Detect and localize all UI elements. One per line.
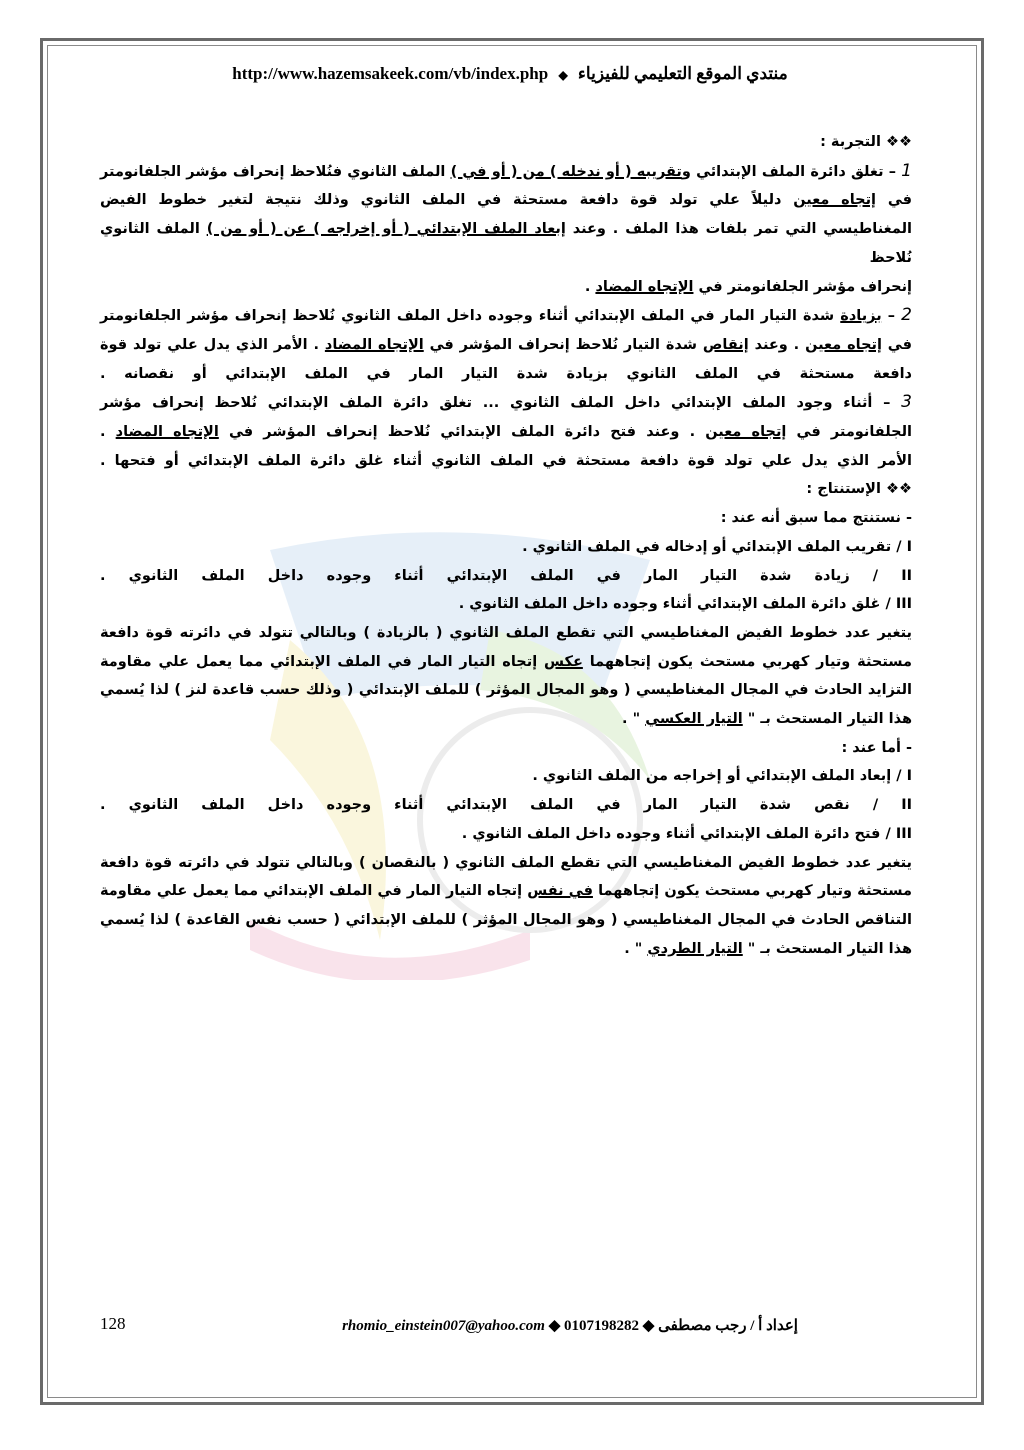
underlined-text: التيار العكسي: [645, 711, 743, 728]
text-line: [100, 619, 912, 648]
text-line: [100, 734, 912, 763]
text-segment: في: [876, 192, 912, 209]
text-segment: شدة التيار نُلاحظ إنحراف المؤشر في: [423, 336, 703, 353]
text-segment: " .: [624, 940, 648, 957]
text-segment: II / زيادة شدة التيار المار في الملف الإبتدائي أثناء وجوده داخل الملف الثانوي .: [100, 567, 912, 584]
text-segment: شدة التيار المار في الملف الإبتدائي أثناء وجوده داخل الملف الثانوي نُلاحظ إنحراف مؤشر الجلفانومتر: [100, 308, 841, 325]
text-segment: I / تقريب الملف الإبتدائي أو إدخاله في الملف الثانوي .: [522, 538, 912, 555]
text-line: [100, 331, 912, 360]
text-line: [100, 935, 912, 964]
text-line: [100, 388, 912, 418]
footer-phone: 0107198282: [564, 1318, 640, 1334]
diamond-icon: ◆: [558, 68, 568, 82]
text-segment: الجلفانومتر في: [786, 424, 912, 441]
text-segment: –: [881, 308, 902, 325]
footer-email[interactable]: rhomio_einstein007@yahoo.com: [342, 1318, 545, 1334]
text-line: [100, 562, 912, 591]
item-number: 1: [901, 160, 912, 181]
underlined-text: الإتجاه المضاد: [324, 336, 424, 353]
text-line: [100, 676, 912, 705]
underlined-text: إتجاه معين: [705, 424, 787, 441]
diamond-icon: ◆: [548, 1318, 561, 1334]
text-segment: الملف الثانوي فنُلاحظ إنحراف مؤشر الجلفانومتر: [100, 163, 451, 180]
underlined-text: إنقاص: [702, 336, 749, 353]
text-line: [100, 648, 912, 677]
item-number: 3: [901, 392, 912, 413]
page-header: [60, 64, 960, 84]
document-body: [100, 128, 912, 963]
text-line: [100, 849, 912, 878]
text-line: [100, 360, 912, 389]
text-line: [100, 590, 912, 619]
text-segment: III / فتح دائرة الملف الإبتدائي أثناء وجوده داخل الملف الثانوي .: [461, 825, 912, 842]
text-segment: – أثناء وجود الملف الإبتدائي داخل الملف الثانوي ... تغلق دائرة الملف الإبتدائي نُلاحظ إنحراف مؤشر: [100, 395, 902, 412]
text-segment: في: [881, 336, 912, 353]
text-segment: - نستنتج مما سبق أنه عند :: [720, 510, 912, 527]
text-segment: مستحثة وتيار كهربي مستحث يكون إتجاههما: [592, 883, 912, 900]
text-line: [100, 301, 912, 331]
text-line: [100, 906, 912, 935]
text-segment: المغناطيسي التي تمر بلفات هذا الملف . وعند: [565, 221, 912, 238]
text-segment: الملف الثانوي نُلاحظ: [100, 221, 912, 266]
item-number: 2: [901, 305, 912, 326]
text-segment: . وعند فتح دائرة الملف الإبتدائي نُلاحظ إنحراف المؤشر في: [218, 424, 706, 441]
underlined-text: تقريبه ( أو ندخله ) من ( أو في ): [450, 163, 682, 180]
text-segment: دليلاً علي تولد قوة دافعة مستحثة في الملف الثانوي وذلك نتيجة لتغير خطوط الفيض: [100, 192, 794, 209]
page-footer: [60, 1314, 960, 1344]
footer-credits: [260, 1316, 880, 1335]
text-segment: دافعة مستحثة في الملف الثانوي بزيادة شدة التيار المار في الملف الإبتدائي أو نقصانه .: [100, 365, 912, 382]
text-segment: التزايد الحادث في المجال المغناطيسي ( وهو المجال المؤثر ) للملف الإبتدائي ( وذلك حسب قاعدة لنز ) لذا يُسمي: [100, 682, 912, 699]
text-line: [100, 791, 912, 820]
text-segment: ❖❖ التجربة :: [820, 134, 912, 150]
text-segment: . وعند: [748, 336, 806, 353]
text-line: [100, 418, 912, 447]
text-segment: ❖❖ الإستنتاج :: [806, 481, 912, 498]
text-line: [100, 157, 912, 187]
diamond-icon: ◆: [642, 1318, 655, 1334]
underlined-text: في نفس: [527, 883, 593, 900]
text-segment: إنحراف مؤشر الجلفانومتر في: [693, 278, 912, 295]
text-line: [100, 820, 912, 849]
text-line: [100, 877, 912, 906]
header-url[interactable]: http://www.hazemsakeek.com/vb/index.php: [232, 64, 549, 83]
text-line: [100, 128, 912, 157]
text-line: [100, 533, 912, 562]
text-line: [100, 705, 912, 734]
underlined-text: عكس: [544, 653, 583, 670]
text-line: [100, 504, 912, 533]
page-number: 128: [100, 1314, 126, 1333]
text-line: [100, 273, 912, 302]
text-segment: - أما عند :: [841, 739, 912, 756]
underlined-text: بزيادة: [840, 308, 882, 325]
text-segment: " .: [622, 711, 646, 728]
text-segment: II / نقص شدة التيار المار في الملف الإبتدائي أثناء وجوده داخل الملف الثانوي .: [100, 797, 912, 814]
text-segment: يتغير عدد خطوط الفيض المغناطيسي التي تقطع الملف الثانوي ( بالزيادة ) وبالتالي تتولد في دائرته قوة دافعة: [100, 624, 912, 641]
underlined-text: إبعاد الملف الإبتدائي ( أو إخراجه ) عن ( أو من ): [206, 221, 566, 238]
text-segment: يتغير عدد خطوط الفيض المغناطيسي التي تقطع الملف الثانوي ( بالنقصان ) وبالتالي تتولد في دائرته قوة دافعة: [100, 854, 912, 871]
text-segment: .: [100, 424, 116, 441]
text-line: [100, 447, 912, 476]
underlined-text: التيار الطردي: [647, 940, 743, 957]
text-segment: .: [584, 278, 596, 295]
text-segment: – تغلق دائرة الملف الإبتدائي و: [681, 163, 902, 180]
text-line: [100, 186, 912, 215]
text-line: [100, 475, 912, 504]
text-segment: هذا التيار المستحث بـ ": [742, 711, 912, 728]
underlined-text: الإتجاه المضاد: [115, 424, 219, 441]
text-segment: هذا التيار المستحث بـ ": [742, 940, 912, 957]
text-segment: I / إبعاد الملف الإبتدائي أو إخراجه من الملف الثانوي .: [532, 768, 912, 785]
text-segment: إتجاه التيار المار في الملف الإبتدائي مما يعمل علي مقاومة: [100, 653, 545, 670]
underlined-text: الإتجاه المضاد: [595, 278, 694, 295]
text-segment: إتجاه التيار المار في الملف الإبتدائي مما يعمل علي مقاومة: [100, 883, 528, 900]
footer-author: إعداد أ / رجب مصطفى: [658, 1318, 798, 1334]
header-forum-name: منتدي الموقع التعليمي للفيزياء: [577, 64, 788, 83]
text-segment: الأمر الذي يدل علي تولد قوة دافعة مستحثة في الملف الثانوي أثناء غلق دائرة الملف الإبتدائي أو فتحها .: [100, 452, 912, 469]
underlined-text: إتجاه معين: [793, 192, 877, 209]
text-line: [100, 762, 912, 791]
text-segment: III / غلق دائرة الملف الإبتدائي أثناء وجوده داخل الملف الثانوي .: [458, 596, 912, 613]
text-line: [100, 215, 912, 272]
underlined-text: إتجاه معين: [805, 336, 882, 353]
text-segment: . الأمر الذي يدل علي تولد قوة: [100, 336, 325, 353]
text-segment: مستحثة وتيار كهربي مستحث يكون إتجاههما: [582, 653, 912, 670]
text-segment: التناقص الحادث في المجال المغناطيسي ( وهو المجال المؤثر ) للملف الإبتدائي ( حسب نفس القاعدة ) لذا يُسمي: [100, 911, 912, 928]
